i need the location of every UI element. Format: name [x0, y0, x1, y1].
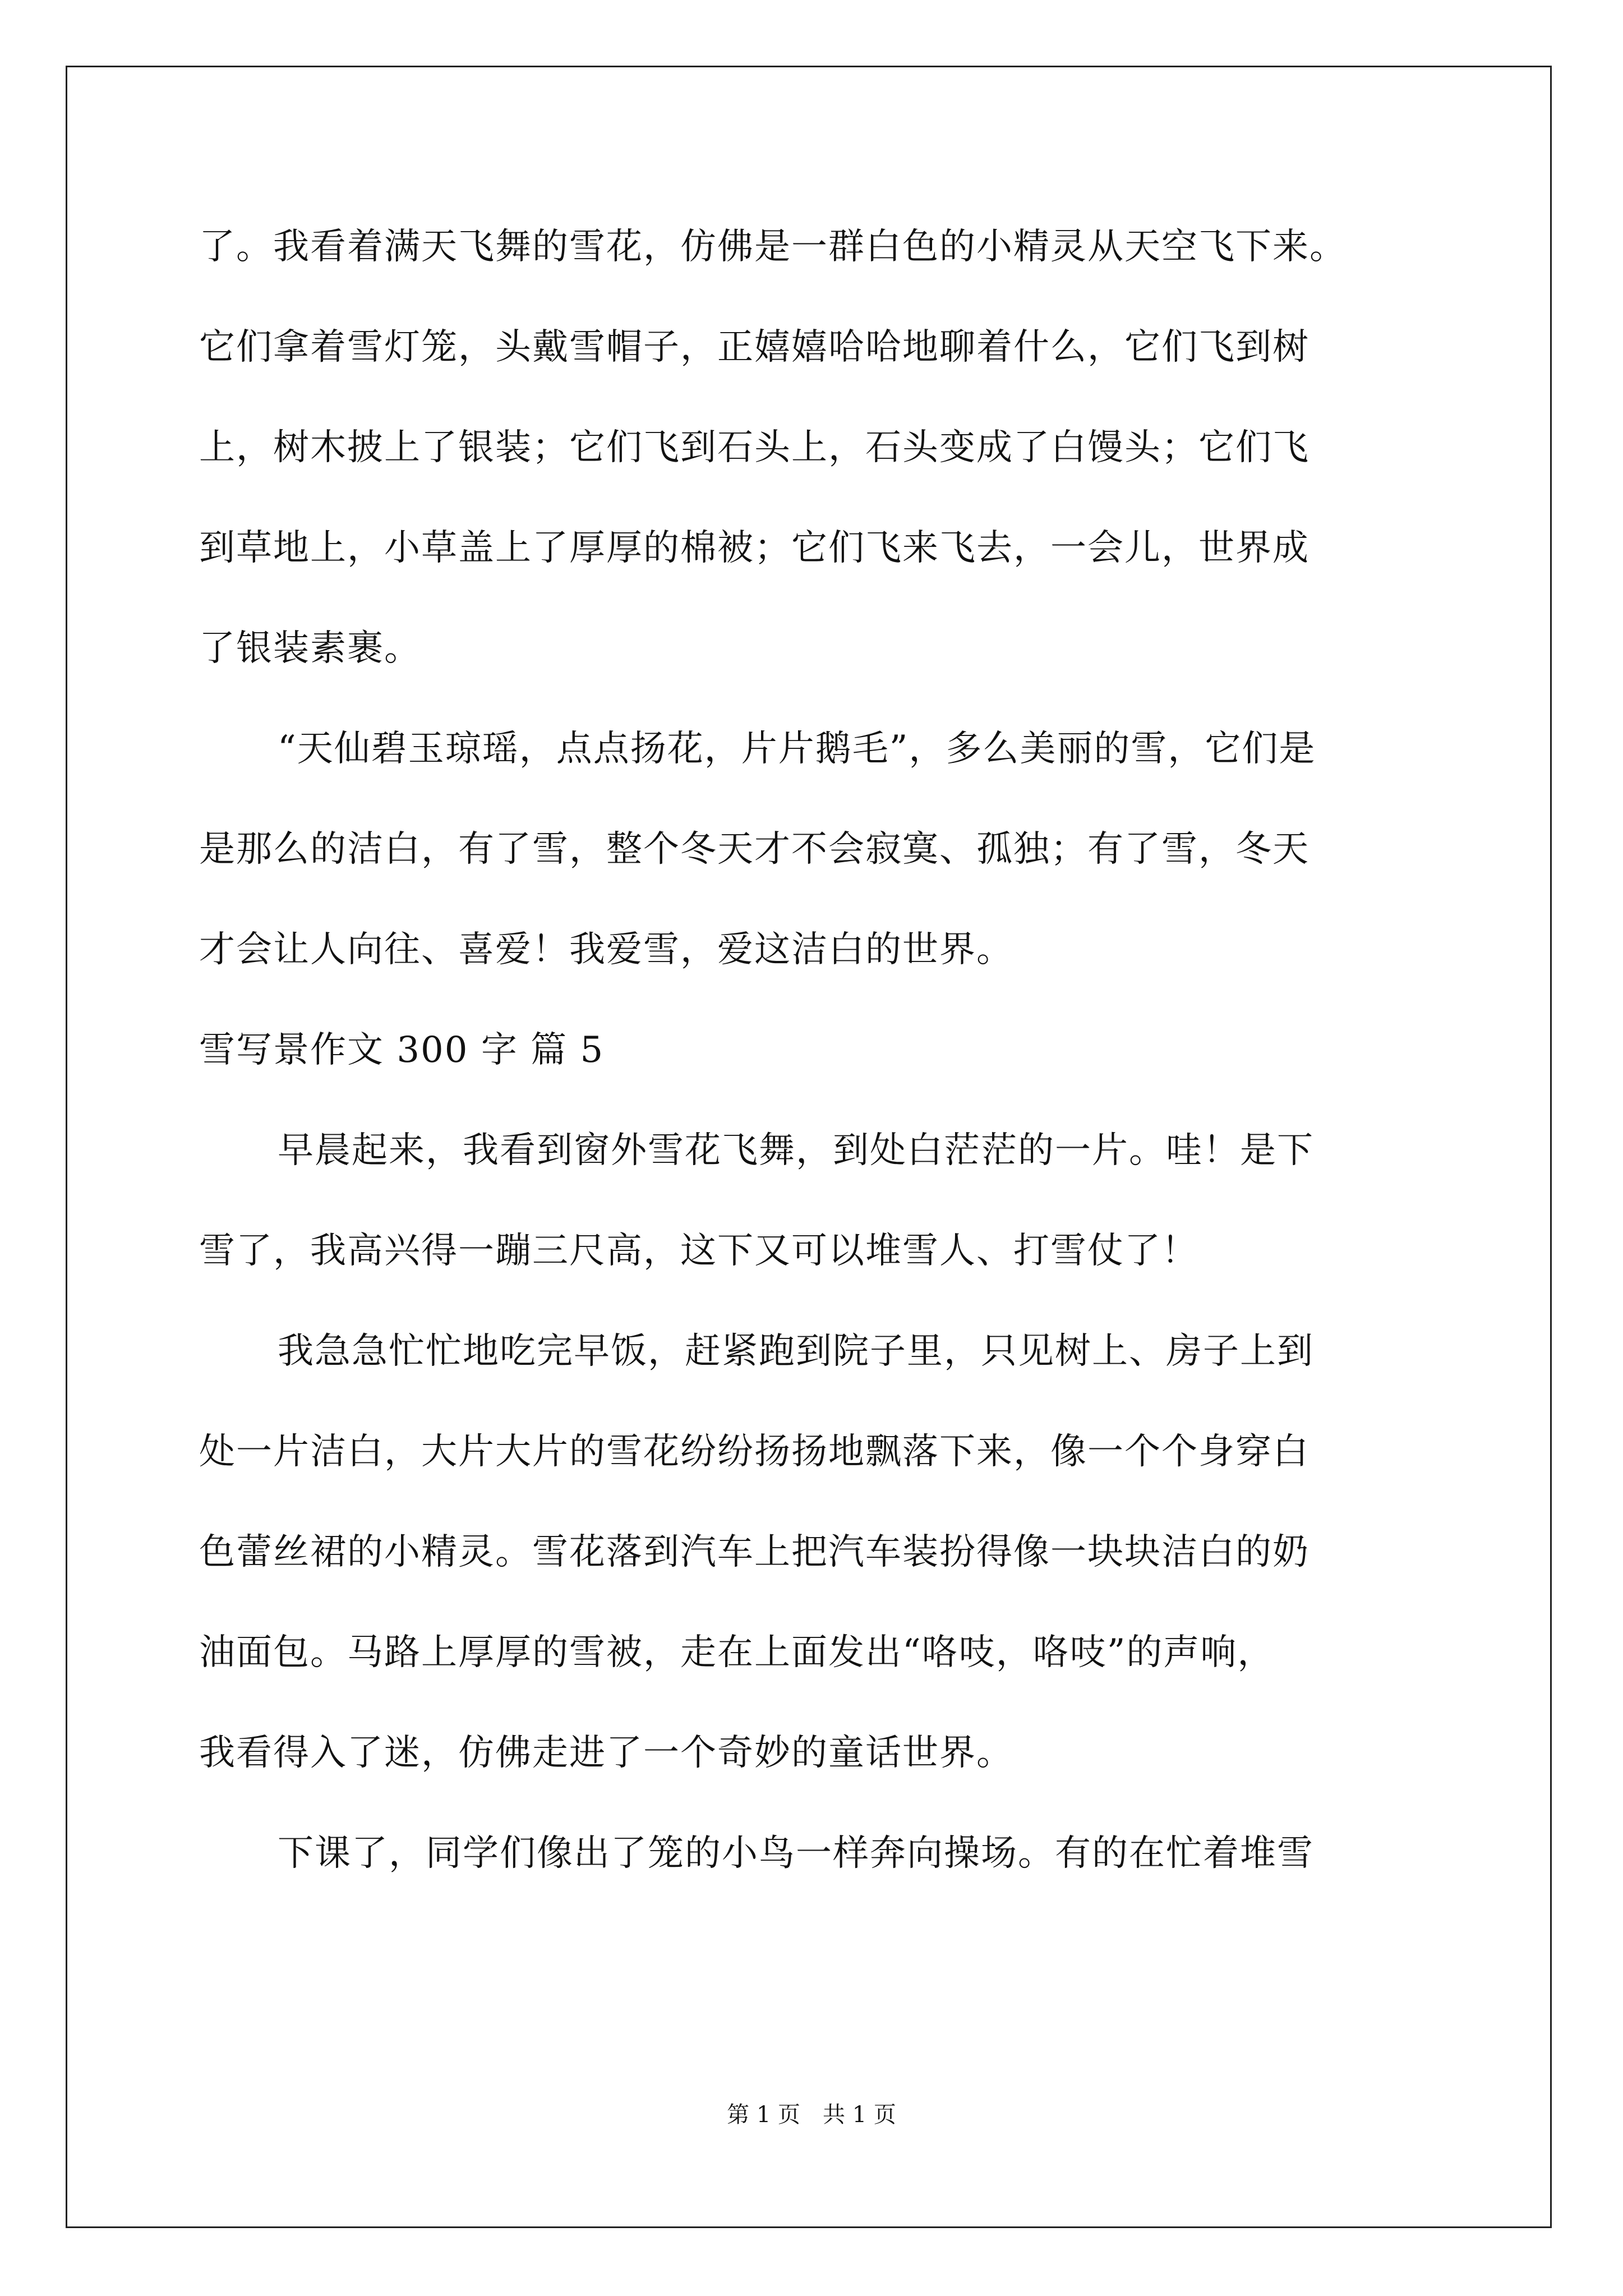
page-footer: 第 1 页 共 1 页	[727, 2102, 896, 2128]
text-line: 它们拿着雪灯笼，头戴雪帽子，正嬉嬉哈哈地聊着什么，它们飞到树	[199, 326, 1310, 368]
text-line: 是那么的洁白，有了雪，整个冬天才不会寂寞、孤独；有了雪，冬天	[199, 829, 1310, 870]
text-line: 我看得入了迷，仿佛走进了一个奇妙的童话世界。	[199, 1732, 1013, 1774]
paragraph-start-line: “天仙碧玉琼瑶，点点扬花，片片鹅毛”，多么美丽的雪，它们是	[278, 728, 1316, 770]
text-line: 上，树木披上了银装；它们飞到石头上，石头变成了白馒头；它们飞	[199, 427, 1310, 468]
text-line: 色蕾丝裙的小精灵。雪花落到汽车上把汽车装扮得像一块块洁白的奶	[199, 1531, 1310, 1573]
paragraph-start-line: 我急急忙忙地吃完早饭，赶紧跑到院子里，只见树上、房子上到	[278, 1331, 1314, 1372]
text-line: 油面包。马路上厚厚的雪被，走在上面发出“咯吱，咯吱”的声响，	[199, 1632, 1275, 1673]
text-line: 了银装素裹。	[199, 628, 421, 669]
text-line: 雪了，我高兴得一蹦三尺高，这下又可以堆雪人、打雪仗了！	[199, 1230, 1198, 1272]
text-line: 到草地上，小草盖上了厚厚的棉被；它们飞来飞去，一会儿，世界成	[199, 527, 1310, 569]
text-line: 了。我看着满天飞舞的雪花，仿佛是一群白色的小精灵从天空飞下来。	[199, 226, 1347, 268]
section-heading: 雪写景作文 300 字 篇 5	[199, 1029, 605, 1071]
text-line: 才会让人向往、喜爱！我爱雪，爱这洁白的世界。	[199, 929, 1013, 970]
paragraph-start-line: 下课了，同学们像出了笼的小鸟一样奔向操场。有的在忙着堆雪	[278, 1833, 1314, 1874]
text-line: 处一片洁白，大片大片的雪花纷纷扬扬地飘落下来，像一个个身穿白	[199, 1431, 1310, 1473]
paragraph-start-line: 早晨起来，我看到窗外雪花飞舞，到处白茫茫的一片。哇！是下	[278, 1130, 1314, 1171]
